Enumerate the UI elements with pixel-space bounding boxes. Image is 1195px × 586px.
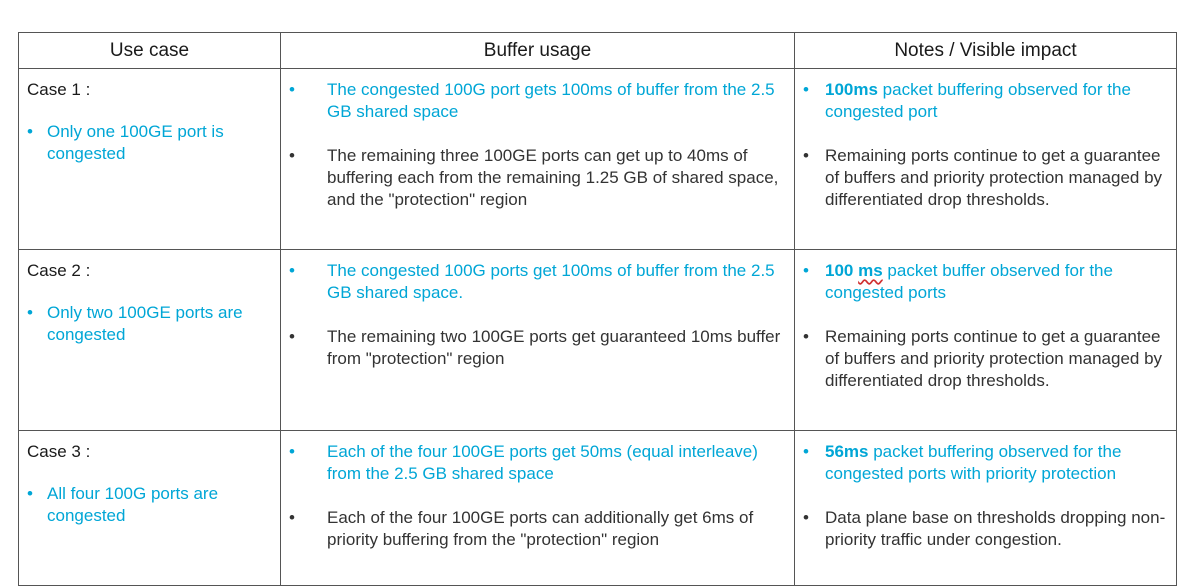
notes-rest: packet buffering observed for the congested ports with priority protection: [825, 442, 1122, 483]
use-case-cell: [19, 431, 281, 586]
case-title: Case 2 :: [27, 261, 91, 280]
notes-text: [825, 79, 1168, 123]
header-notes: Notes / Visible impact: [795, 33, 1177, 69]
notes-text: [825, 441, 1168, 485]
bullet-icon: •: [289, 261, 295, 280]
header-buffer-usage: Buffer usage: [281, 33, 795, 69]
notes-bullet: [803, 145, 1168, 211]
buffer-usage-cell: [281, 431, 795, 586]
table-row: [19, 250, 1177, 431]
buffer-bullet: [289, 145, 786, 211]
case-description-text: Only one 100GE port is congested: [47, 122, 224, 163]
case-description: [27, 302, 272, 346]
notes-cell: [795, 250, 1177, 431]
buffer-text: The remaining three 100GE ports can get up to 40ms of buffering each from the remaining 1.25 GB of shared space, and the "protection" region: [327, 146, 779, 209]
bullet-icon: •: [27, 484, 33, 503]
notes-rest: packet buffer observed for the congested ports: [825, 261, 1113, 302]
notes-spellcheck-word: ms: [858, 261, 883, 280]
buffer-bullet: [289, 507, 786, 551]
bullet-icon: •: [803, 80, 809, 99]
notes-text: Remaining ports continue to get a guarantee of buffers and priority protection managed by differentiated drop thresholds.: [825, 327, 1163, 390]
bullet-icon: •: [27, 303, 33, 322]
buffer-text: The congested 100G ports get 100ms of buffer from the 2.5 GB shared space.: [327, 261, 775, 302]
notes-emphasis: 56ms: [825, 442, 869, 461]
bullet-icon: •: [803, 508, 809, 527]
bullet-icon: •: [289, 442, 295, 461]
notes-bullet: [803, 507, 1168, 551]
notes-text: Data plane base on thresholds dropping non-priority traffic under congestion.: [825, 508, 1166, 549]
notes-bullet-highlight: [803, 260, 1168, 304]
notes-rest: packet buffering observed for the congested port: [825, 80, 1131, 121]
case-title: Case 1 :: [27, 80, 91, 99]
notes-bullet-highlight: [803, 79, 1168, 123]
table-row: [19, 69, 1177, 250]
buffer-bullet-highlight: [289, 79, 786, 123]
buffer-text: Each of the four 100GE ports can additionally get 6ms of priority buffering from the "protection" region: [327, 508, 754, 549]
bullet-icon: •: [289, 146, 295, 165]
use-case-cell: [19, 69, 281, 250]
case-description-text: Only two 100GE ports are congested: [47, 303, 243, 344]
buffer-text: The congested 100G port gets 100ms of buffer from the 2.5 GB shared space: [327, 80, 775, 121]
notes-bullet: [803, 326, 1168, 392]
notes-cell: [795, 431, 1177, 586]
table-row: [19, 431, 1177, 586]
buffer-text: Each of the four 100GE ports get 50ms (equal interleave) from the 2.5 GB shared space: [327, 442, 758, 483]
buffer-bullet-highlight: [289, 260, 786, 304]
notes-emphasis: 100: [825, 261, 854, 280]
use-case-cell: [19, 250, 281, 431]
bullet-icon: •: [289, 508, 295, 527]
header-use-case: Use case: [19, 33, 281, 69]
notes-cell: [795, 69, 1177, 250]
bullet-icon: •: [289, 80, 295, 99]
notes-emphasis: 100ms: [825, 80, 878, 99]
bullet-icon: •: [289, 327, 295, 346]
bullet-icon: •: [803, 146, 809, 165]
case-description-text: All four 100G ports are congested: [47, 484, 219, 525]
header-row: [19, 33, 1177, 69]
buffer-bullet-highlight: [289, 441, 786, 485]
notes-text: [825, 260, 1168, 304]
bullet-icon: •: [803, 261, 809, 280]
case-description: [27, 121, 272, 165]
notes-bullet-highlight: [803, 441, 1168, 485]
bullet-icon: •: [803, 327, 809, 346]
buffer-bullet: [289, 326, 786, 370]
case-title: Case 3 :: [27, 442, 91, 461]
case-description: [27, 483, 272, 527]
comparison-table: [18, 32, 1177, 586]
buffer-usage-cell: [281, 250, 795, 431]
buffer-text: The remaining two 100GE ports get guaranteed 10ms buffer from "protection" region: [327, 327, 781, 368]
notes-text: Remaining ports continue to get a guarantee of buffers and priority protection managed by differentiated drop thresholds.: [825, 146, 1163, 209]
bullet-icon: •: [803, 442, 809, 461]
buffer-usage-cell: [281, 69, 795, 250]
bullet-icon: •: [27, 122, 33, 141]
